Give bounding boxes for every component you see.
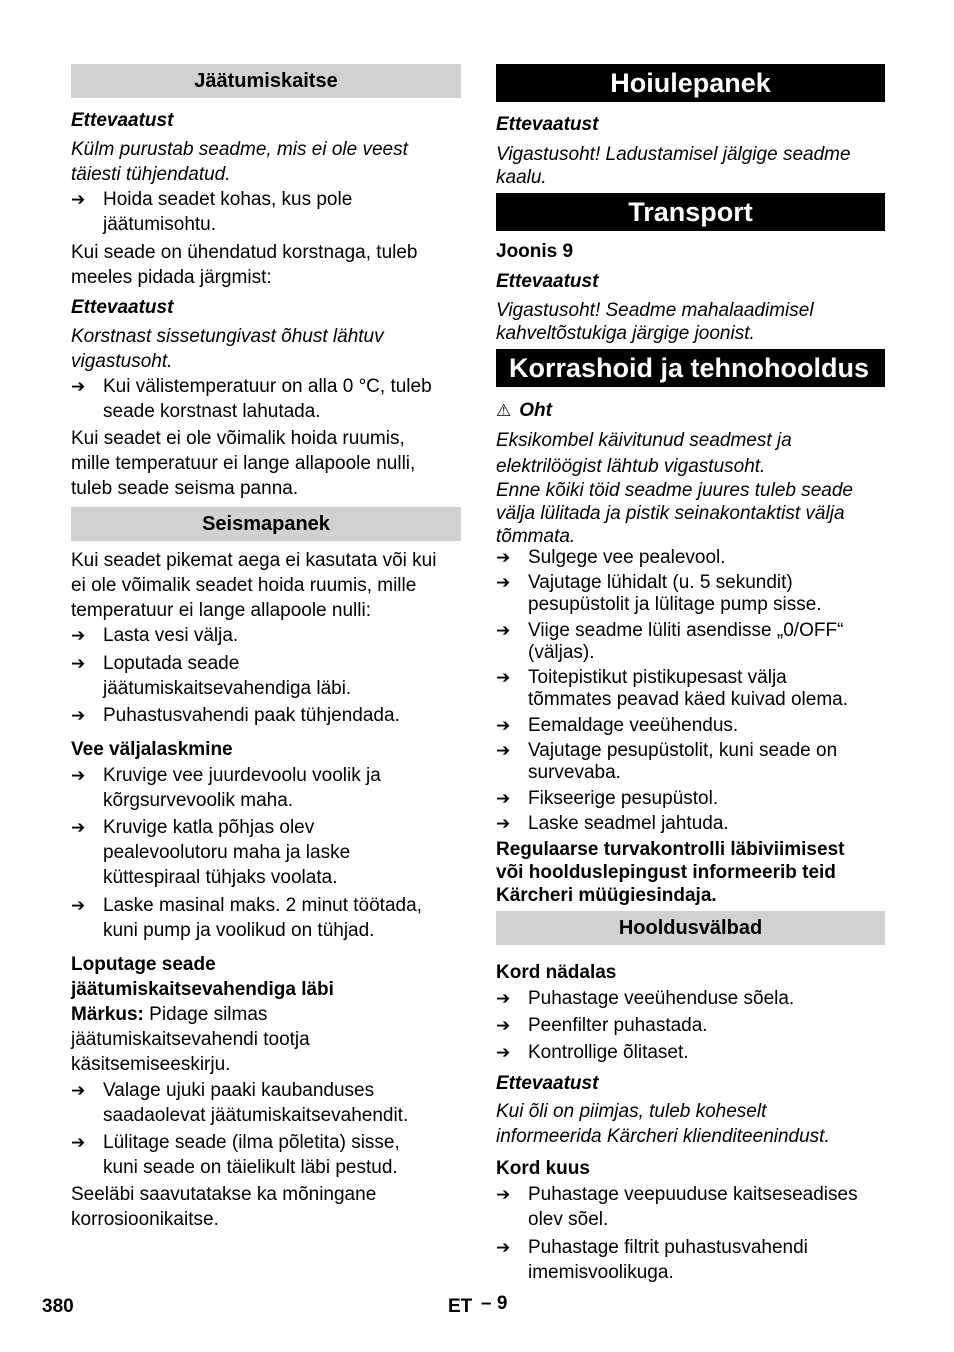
- arrow-right-icon: ➔: [496, 621, 511, 640]
- bullet-item: ➔ Laske seadmel jahtuda.: [496, 813, 729, 834]
- caution-label: Ettevaatust: [496, 1073, 599, 1094]
- arrow-right-icon: ➔: [496, 741, 511, 760]
- caution-text: Külm purustab seadme, mis ei ole veest täiesti tühjendatud.: [71, 139, 408, 185]
- bullet-item: ➔ Kui välistemperatuur on alla 0 °C, tuleb seade korstnast lahutada.: [71, 376, 432, 422]
- subheading-drain: Vee väljalaskmine: [71, 739, 233, 760]
- bullet-item: ➔ Puhastusvahendi paak tühjendada.: [71, 705, 400, 726]
- danger-label-row: ⚠ Oht: [496, 400, 552, 421]
- arrow-right-icon: ➔: [496, 989, 511, 1008]
- subheading-rinse: Loputage seade jäätumiskaitsevahendiga läbi: [71, 954, 334, 1000]
- arrow-right-icon: ➔: [496, 1185, 511, 1204]
- bullet-item: ➔ Vajutage lühidalt (u. 5 sekundit) pesupüstolit ja lülitage pump sisse.: [496, 572, 822, 615]
- section-heading-storage: Hoiulepanek: [496, 64, 885, 102]
- arrow-right-icon: ➔: [71, 1133, 86, 1152]
- arrow-right-icon: ➔: [496, 1043, 511, 1062]
- note-paragraph: Märkus: Pidage silmas jäätumiskaitsevahendi tootja käsitsemiseeskirju.: [71, 1004, 310, 1075]
- bullet-item: ➔ Lasta vesi välja.: [71, 625, 239, 646]
- caution-text: Vigastusoht! Seadme mahalaadimisel kahveltõstukiga järgige joonist.: [496, 300, 814, 344]
- arrow-right-icon: ➔: [71, 896, 86, 915]
- bullet-item: ➔ Sulgege vee pealevool.: [496, 547, 726, 568]
- arrow-right-icon: ➔: [496, 573, 511, 592]
- subheading-weekly: Kord nädalas: [496, 962, 617, 983]
- subheading-monthly: Kord kuus: [496, 1158, 590, 1179]
- bullet-item: ➔ Kontrollige õlitaset.: [496, 1042, 689, 1063]
- arrow-right-icon: ➔: [496, 789, 511, 808]
- caution-label: Ettevaatust: [71, 110, 174, 131]
- page-number: 380: [42, 1296, 74, 1317]
- bullet-item: ➔ Eemaldage veeühendus.: [496, 715, 739, 736]
- arrow-right-icon: ➔: [71, 654, 86, 673]
- section-heading-shutdown: Seismapanek: [71, 507, 461, 541]
- bullet-item: ➔ Hoida seadet kohas, kus pole jäätumisohtu.: [71, 189, 353, 235]
- bullet-item: ➔ Fikseerige pesupüstol.: [496, 788, 719, 809]
- section-heading-maintenance-intervals: Hooldusvälbad: [496, 911, 885, 945]
- arrow-right-icon: ➔: [71, 626, 86, 645]
- bullet-item: ➔ Puhastage veeühenduse sõela.: [496, 988, 795, 1009]
- paragraph: Kui seadet pikemat aega ei kasutata või kui ei ole võimalik seadet hoida ruumis, mille temperatuur ei lange allapoole nulli:: [71, 550, 437, 621]
- paragraph: Kui seade on ühendatud korstnaga, tuleb meeles pidada järgmist:: [71, 242, 418, 288]
- bullet-item: ➔ Vajutage pesupüstolit, kuni seade on survevaba.: [496, 740, 838, 783]
- bullet-item: ➔ Loputada seade jäätumiskaitsevahendiga läbi.: [71, 653, 352, 699]
- section-heading-maintenance: Korrashoid ja tehnohooldus: [496, 349, 885, 387]
- danger-text: Enne kõiki töid seadme juures tuleb seade välja lülitada ja pistik seinakontaktist välja tõmmata.: [496, 480, 854, 547]
- arrow-right-icon: ➔: [71, 706, 86, 725]
- bullet-item: ➔ Peenfilter puhastada.: [496, 1015, 708, 1036]
- arrow-right-icon: ➔: [71, 818, 86, 837]
- arrow-right-icon: ➔: [496, 1016, 511, 1035]
- caution-label: Ettevaatust: [496, 114, 599, 135]
- caution-label: Ettevaatust: [496, 271, 599, 292]
- arrow-right-icon: ➔: [496, 814, 511, 833]
- arrow-right-icon: ➔: [71, 766, 86, 785]
- paragraph: Kui seadet ei ole võimalik hoida ruumis, mille temperatuur ei lange allapoole nulli, tuleb seade seisma panna.: [71, 428, 416, 499]
- section-page-number: – 9: [481, 1293, 508, 1314]
- caution-text: Vigastusoht! Ladustamisel jälgige seadme kaalu.: [496, 144, 851, 188]
- figure-label: Joonis 9: [496, 241, 574, 262]
- language-code: ET: [448, 1296, 473, 1317]
- paragraph: Seeläbi saavutatakse ka mõningane korrosioonikaitse.: [71, 1184, 377, 1230]
- bullet-item: ➔ Puhastage filtrit puhastusvahendi imemisvoolikuga.: [496, 1237, 808, 1283]
- arrow-right-icon: ➔: [71, 377, 86, 396]
- section-heading-transport: Transport: [496, 193, 885, 231]
- bullet-item: ➔ Lülitage seade (ilma põletita) sisse, kuni seade on täielikult läbi pestud.: [71, 1132, 400, 1178]
- caution-label: Ettevaatust: [71, 297, 174, 318]
- section-heading-frost-protection: Jäätumiskaitse: [71, 64, 461, 98]
- bullet-item: ➔ Toitepistikut pistikupesast välja tõmmates peavad käed kuivad olema.: [496, 667, 849, 710]
- bullet-item: ➔ Valage ujuki paaki kaubanduses saadaolevat jäätumiskaitsevahendit.: [71, 1080, 409, 1126]
- arrow-right-icon: ➔: [71, 1081, 86, 1100]
- bullet-item: ➔ Viige seadme lüliti asendisse „0/OFF“ (väljas).: [496, 620, 844, 663]
- bullet-item: ➔ Kruvige katla põhjas olev pealevoolutoru maha ja laske küttespiraal tühjaks voolata.: [71, 817, 351, 888]
- caution-text: Korstnast sissetungivast õhust lähtuv vigastusoht.: [71, 326, 384, 372]
- safety-note: Regulaarse turvakontrolli läbiviimisest või hoolduslepingust informeerib teid Kärcheri müügiesindaja.: [496, 839, 845, 906]
- warning-triangle-icon: ⚠: [496, 401, 512, 420]
- arrow-right-icon: ➔: [71, 190, 86, 209]
- bullet-item: ➔ Kruvige vee juurdevoolu voolik ja kõrgsurvevoolik maha.: [71, 765, 381, 811]
- note-label: Märkus:: [71, 1004, 144, 1025]
- arrow-right-icon: ➔: [496, 1238, 511, 1257]
- arrow-right-icon: ➔: [496, 548, 511, 567]
- bullet-item: ➔ Laske masinal maks. 2 minut töötada, kuni pump ja voolikud on tühjad.: [71, 895, 422, 941]
- arrow-right-icon: ➔: [496, 716, 511, 735]
- danger-text: Eksikombel käivitunud seadmest ja elektrilöögist lähtub vigastusoht.: [496, 430, 792, 477]
- caution-text: Kui õli on piimjas, tuleb koheselt informeerida Kärcheri klienditeenindust.: [496, 1101, 830, 1147]
- arrow-right-icon: ➔: [496, 668, 511, 687]
- bullet-item: ➔ Puhastage veepuuduse kaitseseadises olev sõel.: [496, 1184, 858, 1230]
